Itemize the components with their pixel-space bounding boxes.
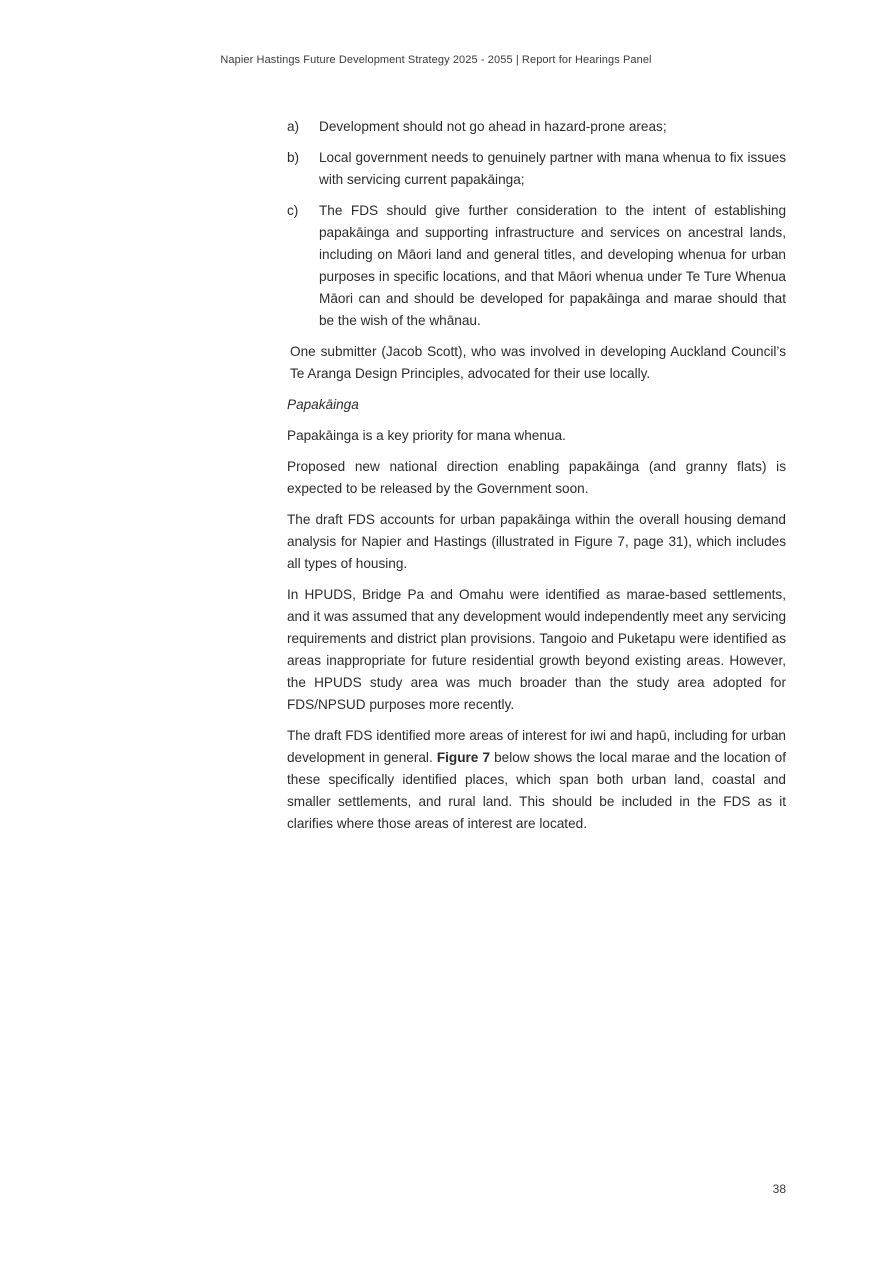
page-body xyxy=(287,116,786,844)
list-text: Development should not go ahead in hazard-prone areas; xyxy=(319,119,667,134)
list-marker: c) xyxy=(287,203,299,218)
list-item-a xyxy=(287,116,786,138)
list-item-c xyxy=(287,200,786,332)
submitter-paragraph: One submitter (Jacob Scott), who was involved in developing Auckland Council’s Te Aranga Design Principles, advocated for their use locally. xyxy=(290,344,786,381)
paragraph-text: below shows the local marae and the location of these specifically identified places, which span both urban land, coastal and smaller settlements, and rural land. This should be included in the FDS as it clarifies where those areas of interest are located. xyxy=(287,750,786,831)
priority-paragraph: Papakāinga is a key priority for mana whenua. xyxy=(287,428,566,443)
section-subheading: Papakāinga xyxy=(287,397,359,412)
figure-reference: Figure 7 xyxy=(436,750,490,765)
page-number: 38 xyxy=(772,1182,786,1196)
national-direction-paragraph: Proposed new national direction enabling papakāinga (and granny flats) is expected to be released by the Government soon. xyxy=(287,459,786,496)
hpuds-paragraph: In HPUDS, Bridge Pa and Omahu were identified as marae-based settlements, and it was assumed that any development would independently meet any servicing requirements and district plan provisions. Tangoio and Puketapu were identified as areas inappropriate for future residential growth beyond existing areas. However, the HPUDS study area was much broader than the study area adopted for FDS/NPSUD purposes more recently. xyxy=(287,587,786,712)
list-marker: a) xyxy=(287,119,300,134)
paragraph-text: The draft FDS identified more areas of interest for iwi and hapū, including for urban development in general. xyxy=(287,728,786,765)
areas-of-interest-paragraph xyxy=(287,725,786,835)
list-marker: b) xyxy=(287,150,300,165)
list-text: The FDS should give further consideration to the intent of establishing papakāinga and supporting infrastructure and services on ancestral lands, including on Māori land and general titles, and developing whenua for urban purposes in specific locations, and that Māori whenua under Te Ture Whenua Māori can and should be developed for papakāinga and marae should that be the wish of the whānau. xyxy=(319,203,786,328)
list-item-b xyxy=(287,147,786,191)
list-text: Local government needs to genuinely partner with mana whenua to fix issues with servicing current papakāinga; xyxy=(319,150,786,187)
draft-fds-paragraph: The draft FDS accounts for urban papakāinga within the overall housing demand analysis for Napier and Hastings (illustrated in Figure 7, page 31), which includes all types of housing. xyxy=(287,512,786,571)
running-header: Napier Hastings Future Development Strategy 2025 - 2055 | Report for Hearings Panel xyxy=(220,54,652,66)
